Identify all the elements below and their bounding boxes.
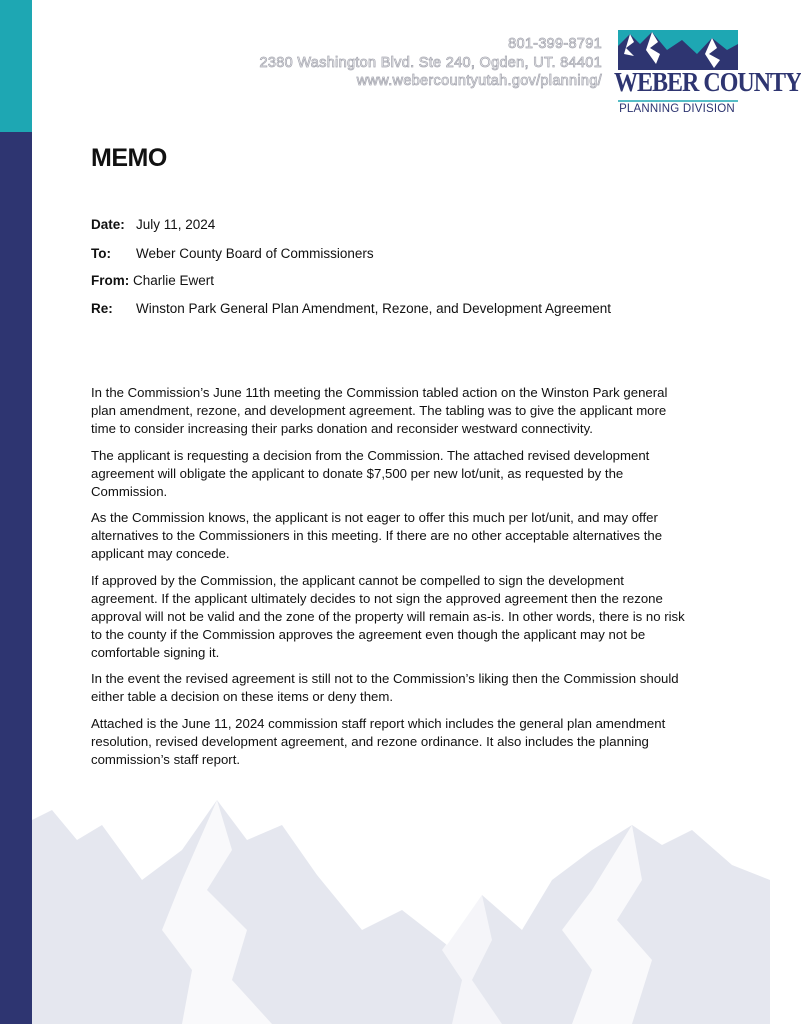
from-value: Charlie Ewert — [133, 273, 215, 288]
date-value: July 11, 2024 — [136, 217, 216, 232]
phone-number: 801-399-8791 — [508, 36, 602, 52]
sidebar-teal-band — [0, 0, 32, 132]
to-value: Weber County Board of Commissioners — [136, 246, 374, 261]
body-paragraph: As the Commission knows, the applicant is not eager to offer this much per lot/unit, and may offer alternatives to the Commissioners in this meeting. If there are no other acceptable alternatives the applicant may concede. — [91, 510, 663, 561]
mountain-watermark — [32, 780, 770, 1024]
date-label: Date: — [91, 217, 125, 232]
body-paragraph: The applicant is requesting a decision from the Commission. The attached revised development agreement will obligate the applicant to donate $7,500 per new lot/unit, as requested by the Commission. — [91, 447, 650, 499]
logo-title: WEBER COUNTY — [614, 68, 801, 98]
website-link[interactable]: www.webercountyutah.gov/planning/ — [356, 73, 602, 89]
body-paragraph: If approved by the Commission, the applicant cannot be compelled to sign the development agreement. If the applicant ultimately decides to not sign the approved agreement then the rezone approval will not be valid and the zone of the property will remain as-is. In other words, there is no risk to the county if the Commission approves the agreement even though the applicant may not be comfortable signing it. — [91, 572, 685, 660]
body-paragraph: In the event the revised agreement is still not to the Commission’s liking then the Commission should either table a decision on these items or deny them. — [91, 671, 679, 704]
to-label: To: — [91, 246, 111, 261]
body-paragraph: Attached is the June 11, 2024 commission staff report which includes the general plan amendment resolution, revised development agreement, and rezone ordinance. It also includes the planning commission’s staff report. — [91, 715, 666, 767]
to-row — [91, 246, 374, 261]
memo-body — [91, 384, 691, 777]
date-row — [91, 217, 216, 232]
re-row — [91, 301, 612, 316]
body-paragraph: In the Commission’s June 11th meeting the Commission tabled action on the Winston Park general plan amendment, rezone, and development agreement. The tabling was to give the applicant more time to consider increasing their parks donation and reconsider westward connectivity. — [91, 385, 668, 436]
re-label: Re: — [91, 301, 113, 316]
from-label: From: — [91, 273, 130, 288]
letterhead-contact — [260, 35, 602, 91]
re-value: Winston Park General Plan Amendment, Rezone, and Development Agreement — [136, 301, 612, 316]
from-row — [91, 273, 214, 288]
memo-title: MEMO — [91, 144, 167, 172]
sidebar-navy-band — [0, 132, 32, 1024]
logo-subtitle: PLANNING DIVISION — [619, 103, 735, 115]
street-address: 2380 Washington Blvd. Ste 240, Ogden, UT. 84401 — [259, 54, 602, 71]
